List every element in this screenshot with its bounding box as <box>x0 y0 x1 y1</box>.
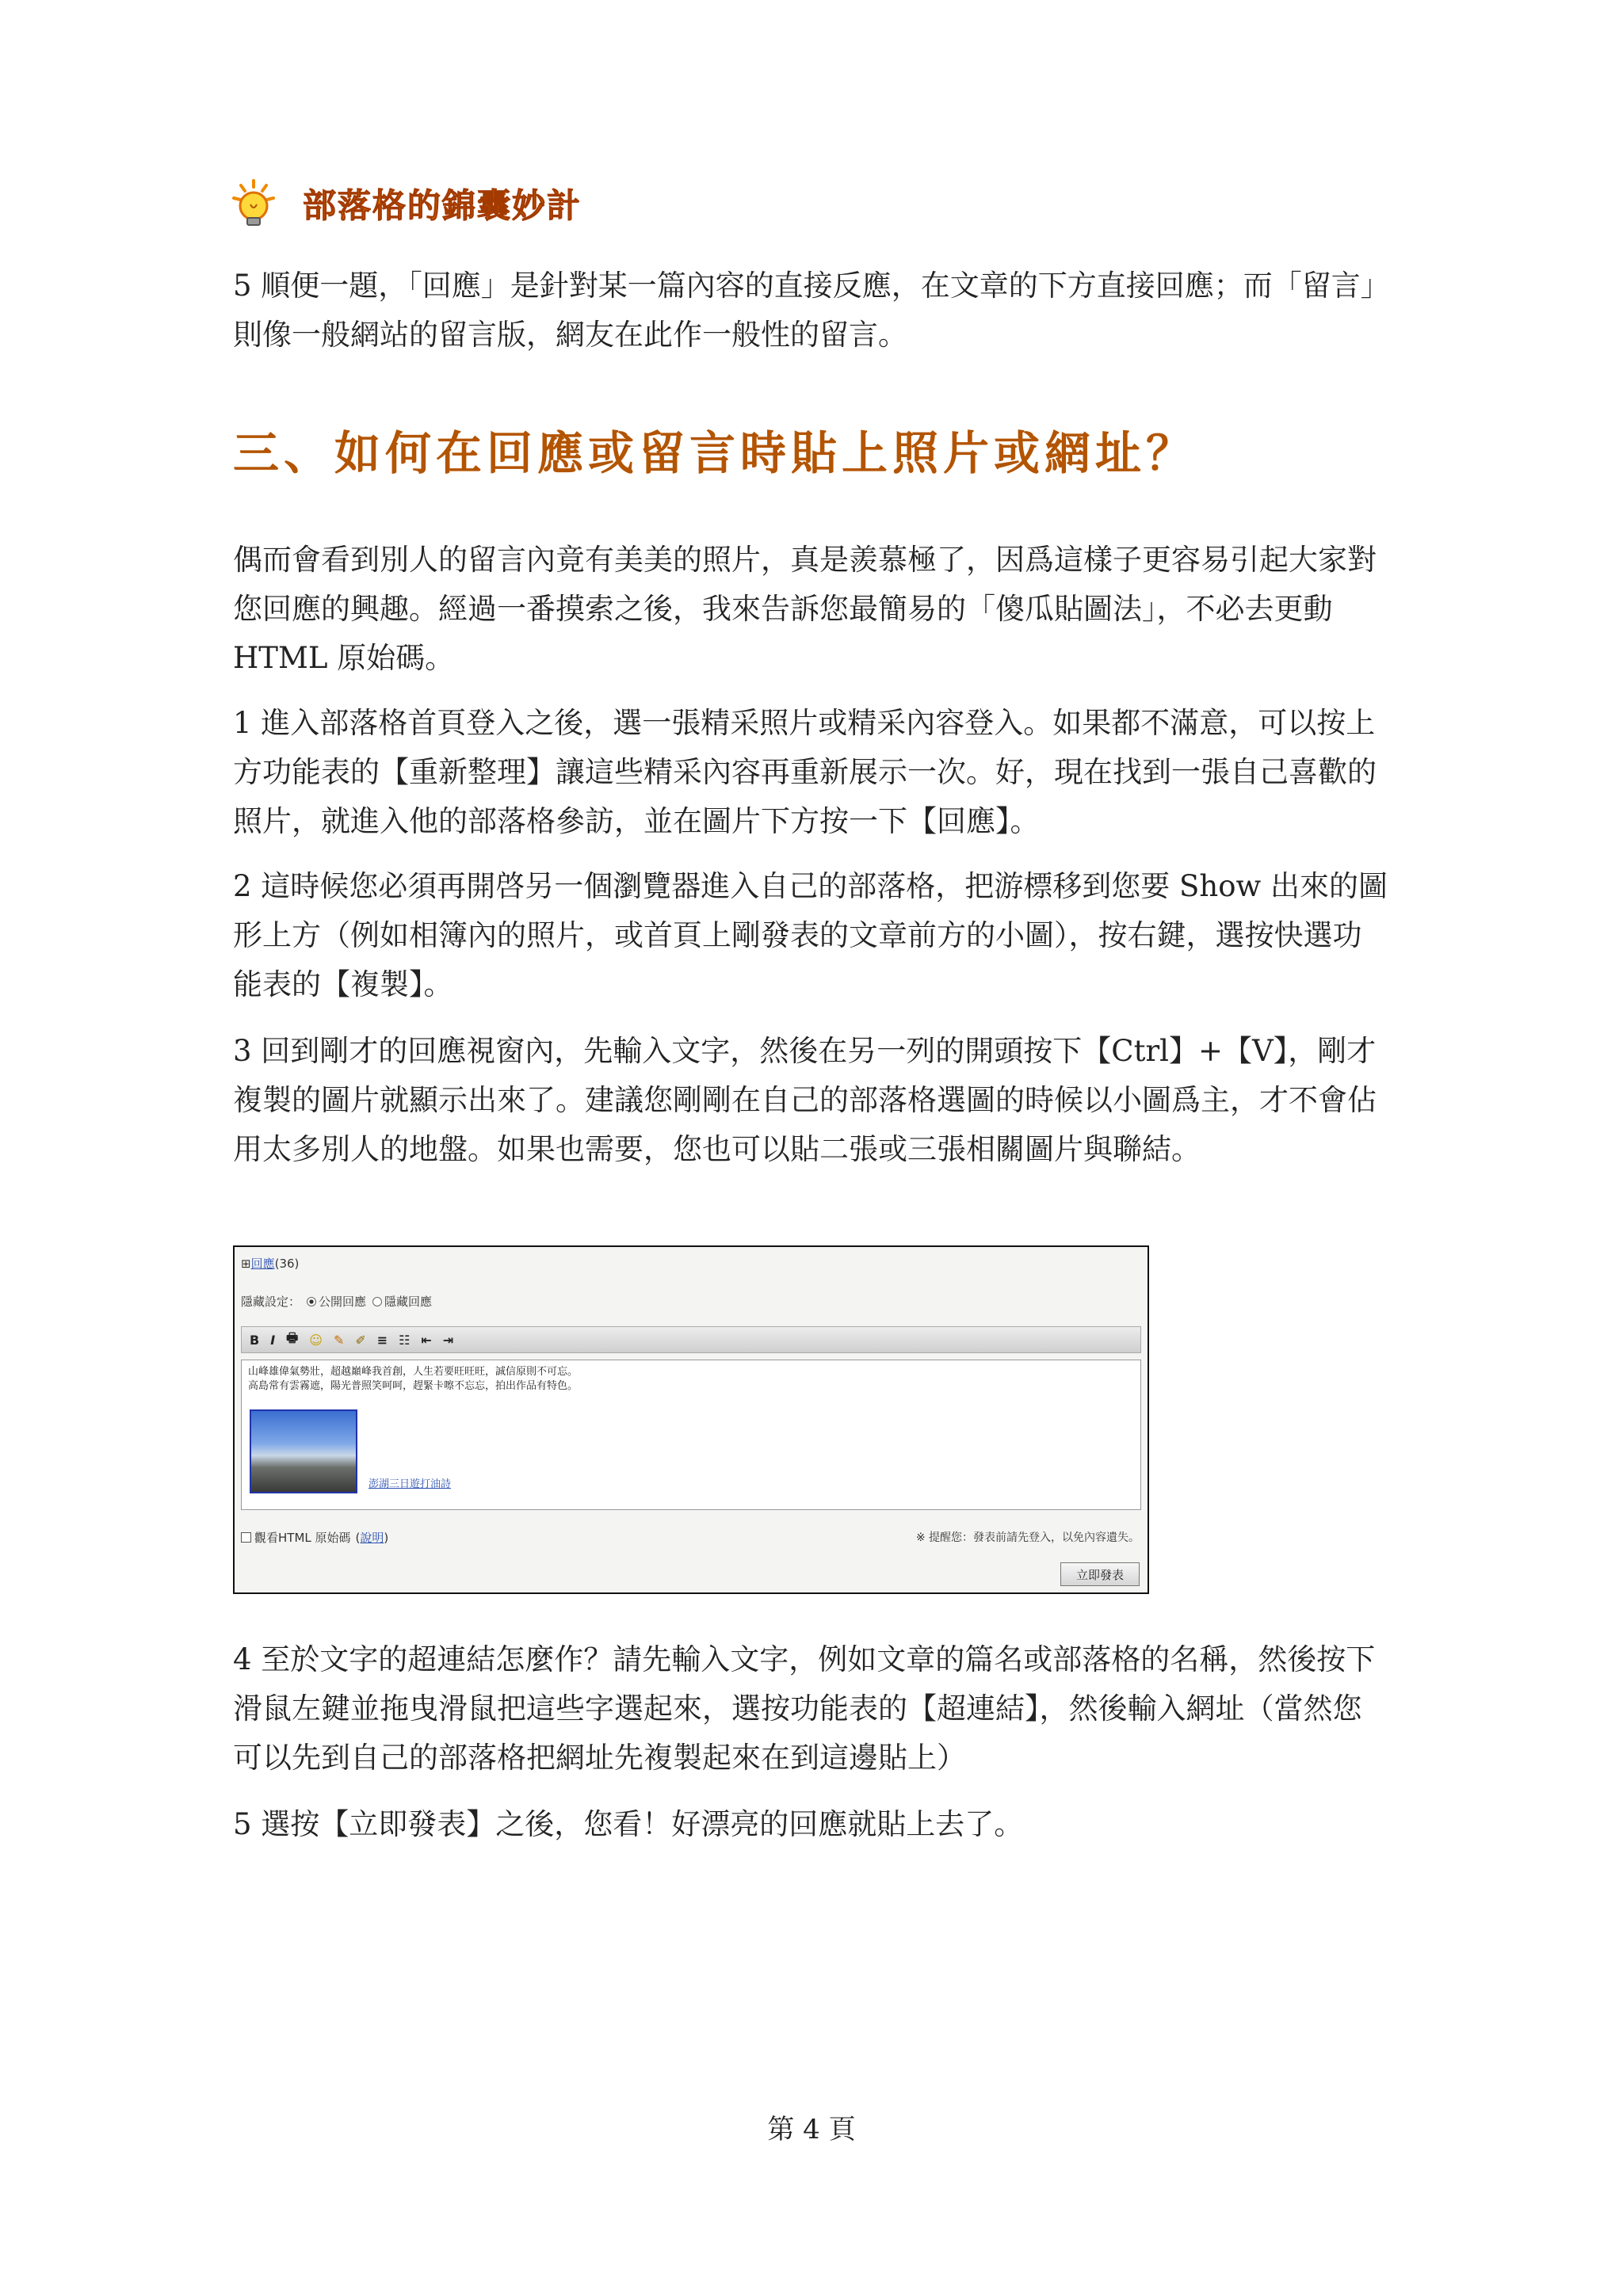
hidden-option-label: 隱藏回應 <box>384 1295 433 1309</box>
editor-line-2: 高島常有雲霧遮，陽光普照笑呵呵，趕緊卡嚓不忘忘，拍出作品有特色。 <box>248 1380 579 1392</box>
step-5: 5 選按【立即發表】之後，您看！好漂亮的回應就貼上去了。 <box>233 1807 1024 1841</box>
privacy-row <box>241 1293 432 1310</box>
privacy-label: 隱藏設定： <box>241 1295 301 1309</box>
align-button[interactable]: ≡ <box>376 1332 388 1348</box>
login-notice: ※ 提醒您：發表前請先登入，以免內容遺失。 <box>915 1531 1140 1544</box>
lightbulb-icon <box>230 176 298 231</box>
step-1: 1 進入部落格首頁登入之後，選一張精采照片或精采內容登入。如果都不滿意，可以按上方功能表的【重新整理】讓這些精采內容再重新展示一次。好，現在找到一張自己喜歡的照片，就進入他的部落格參訪，並在圖片下方按一下【回應】。 <box>233 706 1377 838</box>
expand-icon[interactable]: ⊞ <box>241 1256 251 1271</box>
list-button[interactable]: ☷ <box>399 1332 411 1348</box>
intro-paragraph: 偶而會看到別人的留言內竟有美美的照片，真是羨慕極了，因爲這樣子更容易引起大家對您回應的興趣。經過一番摸索之後，我來告訴您最簡易的「傻瓜貼圖法」，不必去更動 HTML 原始碼。 <box>233 543 1377 675</box>
submit-button[interactable]: 立即發表 <box>1060 1562 1140 1586</box>
reply-link[interactable]: 回應 <box>250 1257 275 1271</box>
html-source-row: 觀看HTML 原始碼 (說明) <box>241 1529 388 1546</box>
tips-title: 部落格的錦囊妙計 <box>303 186 582 225</box>
image-button[interactable]: 🖶 <box>286 1329 299 1345</box>
hyperlink-button[interactable]: ✐ <box>355 1332 366 1348</box>
help-link[interactable]: 說明 <box>360 1531 384 1545</box>
section-title: 三、如何在回應或留言時貼上照片或網址？ <box>233 426 1197 480</box>
indent-button[interactable]: ⇥ <box>442 1332 454 1348</box>
html-checkbox[interactable] <box>241 1532 251 1543</box>
text-color-button[interactable]: ✎ <box>333 1332 345 1348</box>
tips-text: 5 順便一題，「回應」是針對某一篇內容的直接反應，在文章的下方直接回應；而「留言」則像一般網站的留言版，網友在此作一般性的留言。 <box>233 269 1390 352</box>
public-option-label: 公開回應 <box>319 1295 367 1309</box>
step-4: 4 至於文字的超連結怎麼作？請先輸入文字，例如文章的篇名或部落格的名稱，然後按下滑鼠左鍵並拖曳滑鼠把這些字選起來，選按功能表的【超連結】，然後輸入網址（當然您可以先到自己的部落格把網址先複製起來在到這邊貼上） <box>233 1642 1376 1775</box>
emoticon-button[interactable]: ☺ <box>309 1332 323 1348</box>
bold-button[interactable]: B <box>250 1332 260 1348</box>
editor-toolbar <box>241 1326 1141 1353</box>
tips-header <box>230 176 582 231</box>
step-2: 2 這時候您必須再開啓另一個瀏覽器進入自己的部落格，把游標移到您要 Show 出來的圖形上方（例如相簿內的照片，或首頁上剛發表的文章前方的小圖），按右鍵，選按快選功能表的【複製】。 <box>233 869 1388 1001</box>
reply-editor[interactable] <box>241 1360 1141 1510</box>
editor-line-1: 山峰雄偉氣勢壯，超越巔峰我首創，人生若要旺旺旺，誠信原則不可忘。 <box>248 1366 579 1378</box>
public-radio[interactable] <box>307 1297 316 1306</box>
page-number: 第 4 頁 <box>767 2114 856 2145</box>
pasted-photo <box>250 1409 357 1493</box>
html-label: 觀看HTML 原始碼 <box>254 1531 351 1545</box>
reply-form-screenshot <box>233 1245 1149 1594</box>
step-3: 3 回到剛才的回應視窗內，先輸入文字，然後在另一列的開頭按下【Ctrl】+【V】，剛才複製的圖片就顯示出來了。建議您剛剛在自己的部落格選圖的時候以小圖爲主，才不會佔用太多別人的地盤。如果也需要，您也可以貼二張或三張相關圖片與聯結。 <box>233 1034 1377 1166</box>
italic-button[interactable]: I <box>270 1332 276 1348</box>
editor-link[interactable]: 澎湖三日遊打油詩 <box>369 1478 452 1490</box>
reply-header <box>241 1255 299 1272</box>
hidden-radio[interactable] <box>372 1297 382 1306</box>
outdent-button[interactable]: ⇤ <box>421 1332 432 1348</box>
reply-count: (36) <box>274 1256 300 1271</box>
